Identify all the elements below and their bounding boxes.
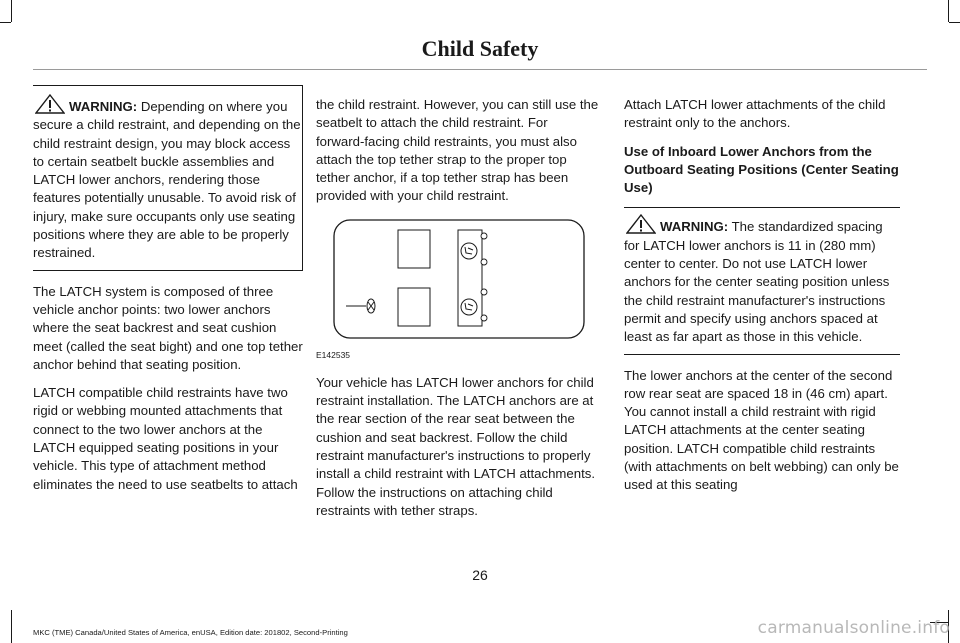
warning-triangle-icon xyxy=(35,94,65,114)
paragraph: Your vehicle has LATCH lower anchors for child restraint installation. The LATCH anchors are at the rear section of the rear seat between the cushion and seat backrest. Follow the child restraint manufacturer's instructions to properly install a child restraint with LATCH attachments. Follow the instructions on attaching child restraints with tether straps. xyxy=(316,374,595,518)
subheading: Use of Inboard Lower Anchors from the Outboard Seating Positions (Center Seating Use) xyxy=(624,143,899,196)
crop-mark-top-left-h xyxy=(0,22,11,23)
paragraph: Attach LATCH lower attachments of the child restraint only to the anchors. xyxy=(624,97,886,131)
figure-code: E142535 xyxy=(316,349,351,360)
anchor-point xyxy=(481,315,487,321)
paragraph: LATCH compatible child restraints have two rigid or webbing mounted attachments that connect to the two lower anchors at the LATCH equipped seating positions in your vehicle. This type of attachment method eliminates the need to use seatbelts to attach xyxy=(33,385,298,492)
warning-box-1 xyxy=(33,85,303,271)
warning-text: The standardized spacing for LATCH lower anchors is 11 in (280 mm) center to center. Do not use LATCH lower anchors for the center seating position unless the child restraint manufacturer's instructions permit and specify using anchors spaced at least as far apart as those in this vehicle. xyxy=(624,219,890,345)
anchor-point xyxy=(481,259,487,265)
seat-box-lower xyxy=(398,288,430,326)
column-1 xyxy=(33,85,303,504)
column-2 xyxy=(316,96,599,530)
warning-label: WARNING: xyxy=(660,219,729,235)
page-number: 26 xyxy=(472,567,488,583)
warning-triangle-icon xyxy=(626,214,656,234)
latch-anchor-figure xyxy=(316,218,584,336)
anchor-point xyxy=(481,289,487,295)
seat-box-upper xyxy=(398,230,430,268)
page-title: Child Safety xyxy=(421,36,539,61)
crop-mark-top-left-v xyxy=(11,0,12,22)
watermark: carmanualsonline.info xyxy=(757,618,950,638)
latch-symbol-icon xyxy=(461,243,477,259)
crop-mark-top-right-h xyxy=(949,22,960,23)
paragraph: the child restraint. However, you can still use the seatbelt to attach the child restraint. For forward-facing child restraints, you must also attach the top tether strap to the proper top tether anchor, if a top tether strap has been provided with your child restraint. xyxy=(316,97,599,204)
crop-mark-top-right-v xyxy=(948,0,949,22)
crop-mark-bottom-left-v xyxy=(11,610,12,643)
anchor-point xyxy=(481,233,487,239)
seat-anchor-diagram xyxy=(316,218,586,340)
paragraph: The LATCH system is composed of three vehicle anchor points: two lower anchors where the seat backrest and seat cushion meet (called the seat bight) and one top tether anchor behind that seating position. xyxy=(33,283,303,372)
paragraph: The lower anchors at the center of the second row rear seat are spaced 18 in (46 cm) apart. You cannot install a child restraint with rigid LATCH attachments at the center seating position. LATCH compatible child restraints (with attachments on belt webbing) can only be used at this seating xyxy=(624,367,899,493)
latch-symbol-icon xyxy=(461,299,477,315)
warning-text: Depending on where you secure a child restraint, and depending on the child restraint design, you may block access to certain seatbelt buckle assemblies and LATCH lower anchors, rendering those features potentially unusable. To avoid risk of injury, make sure occupants only use seating positions where they are able to be properly restrained. xyxy=(33,99,301,261)
column-3 xyxy=(624,96,900,505)
seat-outline xyxy=(334,220,584,338)
warning-label: WARNING: xyxy=(69,99,138,114)
footer-edition: MKC (TME) Canada/United States of America, enUSA, Edition date: 201802, Second-Printing xyxy=(33,628,348,637)
warning-box-2 xyxy=(624,207,900,354)
header-rule xyxy=(33,69,927,70)
